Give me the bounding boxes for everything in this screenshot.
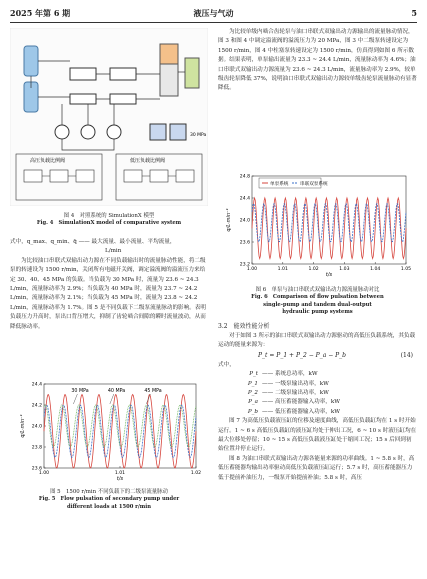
fig4-box-low-label: 低压负载比例阀 xyxy=(130,158,166,164)
y-tick-label: 23.8 xyxy=(31,445,42,451)
fig6-caption-en-2: single-pump and tandem dual-output xyxy=(263,301,372,308)
definition-list xyxy=(218,361,417,417)
definition-symbol: P_b xyxy=(247,408,258,415)
fig5-caption-en-1: Fig. 5 Flow pulsation of secondary pump under xyxy=(38,496,180,502)
x-axis-label: t/s xyxy=(116,476,124,482)
fig6-chart xyxy=(224,170,414,282)
fig4-caption-en: Fig. 4 SimulationX model of comparative system xyxy=(36,220,182,226)
fig4-box-high-label: 高压负载比例阀 xyxy=(30,158,66,164)
section-heading: 3.2 能效性能分析 xyxy=(218,323,270,330)
annotation-label: 30 MPa xyxy=(71,389,89,394)
y-tick-label: 23.6 xyxy=(239,240,250,246)
right-paragraph-4: 图 8 为油口串联式双输出动力源各能量来源的功率曲线。1 ~ 5.8 s 时，高低压蓄能器均输出功率驱动高低压负载液压缸运行；5.7 s 时，高压蓄能器压力低于提前补油压力，一级泵开始提前补油；5.8 s 时，高压 xyxy=(218,455,415,481)
left-body xyxy=(10,238,208,332)
definition-symbol: P_1 xyxy=(247,380,258,387)
equation-body: P_t = P_1 + P_2 − P_a − P_b xyxy=(258,351,347,359)
right-paragraph-2: 对于如图 3 所示的油口串联式双输出动力源驱动的高低压负载系统，其负载运动的能量来源为： xyxy=(218,333,416,349)
x-tick-label: 1.00 xyxy=(246,267,258,272)
annotation-label: 40 MPa xyxy=(107,389,126,394)
y-tick-label: 24.4 xyxy=(31,382,42,388)
right-paragraph-3: 图 7 为高低压负载液压缸的位移及速度曲线，高低压负载缸均在 1 s 时开始运行。1 ~ 6 s 高低压负载缸的液压缸均处于伸出工况，6 ~ 10 s 时液压缸均在最大位移处停留；10 ~ 15 s 高低压负载液压缸处于缩回工况；15 s 后回到初始位置并停止运行。 xyxy=(218,418,417,453)
right-bottom-text xyxy=(218,320,417,483)
definition-desc: —— 二级泵输出功率，kW xyxy=(262,390,329,397)
x-tick-label: 1.02 xyxy=(308,267,319,272)
fig5-caption-en-2: different loads at 1500 r/min xyxy=(67,503,151,510)
y-tick-label: 24.4 xyxy=(239,196,250,202)
fig5-caption xyxy=(10,488,208,511)
header-rule xyxy=(10,22,417,23)
left-paragraph: 为比较油口串联式双输出动力源在不同负载输出时的流量脉动性能，将二级泵的转速设为 1500 r/min，关闭所有电磁开关阀，调定溢流阀的溢流压力来给定 30、40、45 MPa 的负载。当负载为 30 MPa 时，流量为 23.6 ~ 24.3 L/min，流量脉动率为 2.9%；当负载为 40 MPa 时，流量为 23.7 ~ 24.2 L/min，流量脉动率为 2.1%；当负载为 45 MPa 时，流量为 23.8 ~ 24.2 L/min，流量脉动率为 1.7%。图 5 是不同负载下二级泵流量脉动的影响。表明负载压力升高时，泵出口背压增大，抑制了齿轮啮合间隙的瞬时流量波动，从而降低脉动率。 xyxy=(10,257,207,330)
x-tick-label: 1.02 xyxy=(190,471,202,476)
fig4-pressure-label: 30 MPa xyxy=(190,133,207,138)
definition-row xyxy=(218,389,417,398)
y-axis-label: q/L·min⁻¹ xyxy=(226,208,232,232)
right-paragraph-1: 为比较单级内啮合齿轮泵与油口串联式双输出动力源输出的流量脉动情况，图 3 和图 4 中调定溢流阀的溢流压力为 20 MPa，图 3 中二级泵转速设定为 1500 r/min，图 4 中柱塞泵转速设定为 1500 r/min，仿真得到如图 6 所示数据。结果表明，单泵输出流量为 23.3 ~ 24.4 L/min，流量脉动率为 4.6%；油口串联式双输出动力源流量为 23.6 ~ 24.3 L/min，流量脉动率为 2.9%，较单级齿轮泵降低 37%，说明油口串联式双输出动力源较单级齿轮泵流量脉动有显著降低。 xyxy=(218,29,417,92)
journal-title: 液压与气动 xyxy=(193,8,234,18)
definition-unit: L/min xyxy=(105,248,122,255)
y-tick-label: 24.0 xyxy=(31,424,42,430)
x-tick-label: 1.05 xyxy=(400,267,412,272)
fig6-caption-en-3: hydraulic pump systems xyxy=(282,309,353,316)
definition-row xyxy=(218,380,417,389)
definition-row xyxy=(218,408,417,417)
annotation-label: 45 MPa xyxy=(144,389,162,394)
issue-label: 2025 年第 6 期 xyxy=(10,8,71,18)
fig4-caption-zh: 图 4 对照系统的 SimulationX 模型 xyxy=(63,213,155,219)
fig6-caption xyxy=(218,286,417,317)
definition-symbol: P_2 xyxy=(247,390,258,397)
x-tick-label: 1.01 xyxy=(114,471,126,476)
definition-row xyxy=(218,398,417,407)
definition-symbol: P_a xyxy=(248,399,258,406)
x-tick-label: 1.03 xyxy=(339,267,350,272)
right-top-text xyxy=(218,28,417,94)
definition-desc: —— 一级泵输出功率，kW xyxy=(262,380,329,387)
equation-number: (14) xyxy=(400,351,413,359)
y-tick-label: 24.8 xyxy=(239,174,250,180)
page-number: 5 xyxy=(411,8,417,18)
definition-line: 式中，q_max、q_min、q̄ —— 最大流量、最小流量、平均流量， xyxy=(10,239,176,245)
y-tick-label: 24.0 xyxy=(239,218,250,224)
page-header xyxy=(10,8,417,21)
definition-desc: —— 高压蓄能器输入功率，kW xyxy=(262,399,341,406)
definition-row xyxy=(218,370,417,379)
fig4-caption xyxy=(10,212,208,228)
x-tick-label: 1.04 xyxy=(370,267,381,272)
fig4-schematic xyxy=(10,28,208,206)
fig6-caption-zh: 图 6 单泵与油口串联式双输出动力源流量脉动对比 xyxy=(255,287,380,293)
fig6-caption-en-1: Fig. 6 Comparison of flow pulsation between xyxy=(251,294,384,300)
y-tick-label: 23.2 xyxy=(239,262,250,268)
equation-14 xyxy=(218,351,417,361)
definition-desc: —— 低压蓄能器输入功率，kW xyxy=(262,408,341,415)
legend-label: 串联双泵系统 xyxy=(300,181,328,187)
y-axis-label: q/L·min⁻¹ xyxy=(20,414,26,438)
definition-desc: —— 系统总功率，kW xyxy=(262,371,318,378)
y-tick-label: 24.2 xyxy=(31,403,42,409)
x-tick-label: 1.00 xyxy=(38,471,50,476)
legend-label: 单泵系统 xyxy=(270,181,289,187)
fig5-chart xyxy=(18,378,204,484)
y-tick-label: 23.6 xyxy=(31,466,42,472)
definition-symbol: P_t xyxy=(249,371,258,378)
x-tick-label: 1.01 xyxy=(277,267,288,272)
x-axis-label: t/s xyxy=(325,272,333,278)
fig5-caption-zh: 图 5 1500 r/min 不同负载下的二级泵流量脉动 xyxy=(50,489,168,495)
definitions-intro: 式中， xyxy=(218,361,235,368)
plot-frame xyxy=(252,176,406,264)
